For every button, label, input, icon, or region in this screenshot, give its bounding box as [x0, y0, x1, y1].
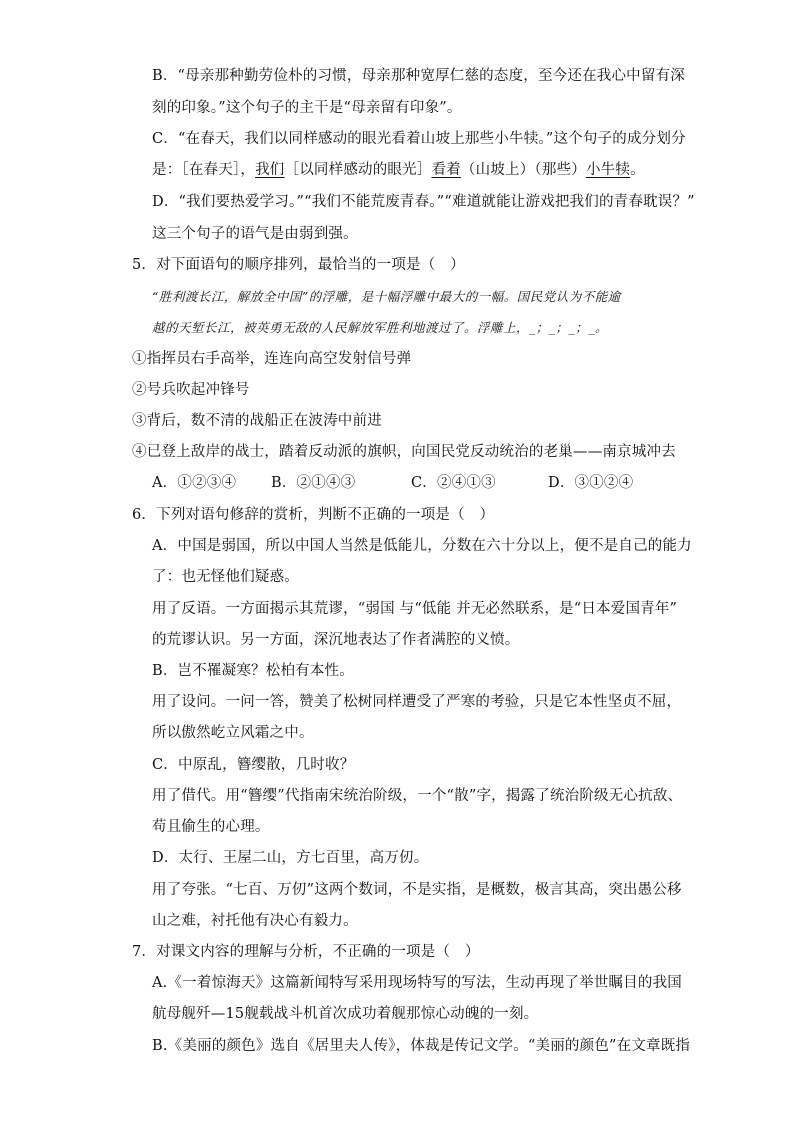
c-part-prefix: 是：［在春天］， — [152, 162, 256, 178]
q5-passage-line1: “胜利渡长江，解放全中国”的浮雕，是十幅浮雕中最大的一幅。国民党认为不能逾 — [152, 289, 621, 304]
q6-option-d-line1: D．太行、王屋二山，方七百里，高万仞。 — [152, 850, 429, 866]
q7-stem: 7．对课文内容的理解与分析，不正确的一项是（ ） — [132, 944, 480, 960]
q6-option-b-line3: 所以傲然屹立风霜之中。 — [152, 725, 314, 741]
q6-option-b-line1: B．岂不罹凝寒？松柏有本性。 — [152, 663, 354, 679]
q6-option-a-line2: 了：也无怪他们疑惑。 — [152, 569, 299, 585]
q4-option-b-line2: 刻的印象。”这个句子的主干是“母亲留有印象”。 — [152, 100, 462, 116]
q4-option-d-line2: 这三个句子的语气是由弱到强。 — [152, 226, 358, 242]
q5-option-b: B．②①④③ — [271, 475, 356, 491]
q6-option-c-line1: C．中原乱，簪缨散，几时收？ — [152, 757, 355, 773]
q6-stem: 6．下列对语句修辞的赏析，判断不正确的一项是（ ） — [132, 507, 495, 523]
c-part-attributive: （山坡上）（那些） — [460, 162, 586, 178]
q5-option-d: D．③①②④ — [548, 475, 634, 491]
q4-option-b-line1: B．“母亲那种勤劳俭朴的习惯，母亲那种宽厚仁慈的态度，至今还在我心中留有深 — [152, 68, 685, 84]
q7-option-a-line1: A.《一着惊海天》这篇新闻特写采用现场特写的写法，生动再现了举世瞩目的我国 — [152, 975, 682, 991]
q6-option-c-line2: 用了借代。用“簪缨”代指南宋统治阶级，一个“散”字，揭露了统治阶级无心抗敌、 — [152, 788, 683, 804]
q5-item-4: ④已登上敌岸的战士，踏着反动派的旗帜，向国民党反动统治的老巢——南京城冲去 — [132, 444, 676, 460]
q5-passage-line2: 越的天堑长江，被英勇无敌的人民解放军胜利地渡过了。浮雕上，_；_；_；_。 — [152, 320, 609, 335]
q6-option-d-line2: 用了夸张。“七百、万仞”这两个数词，不是实指，是概数，极言其高，突出愚公移 — [152, 882, 682, 898]
q6-option-d-line3: 山之难，衬托他有决心有毅力。 — [152, 913, 358, 929]
q6-option-c-line3: 苟且偷生的心理。 — [152, 819, 270, 835]
c-part-end: 。 — [630, 162, 645, 178]
q6-option-b-line2: 用了设问。一问一答，赞美了松树同样遭受了严寒的考验，只是它本性坚贞不屈， — [152, 694, 682, 710]
c-part-predicate: 看着 — [431, 162, 461, 178]
q5-item-3: ③背后，数不清的战船正在波涛中前进 — [132, 413, 382, 429]
c-part-adverbial: ［以同样感动的眼光］ — [284, 162, 432, 178]
q7-option-b-line1: B.《美丽的颜色》选自《居里夫人传》，体裁是传记文学。“美丽的颜色”在文章既指 — [152, 1038, 691, 1054]
c-part-subject: 我们 — [255, 162, 285, 178]
q4-option-c-line1: C．“在春天，我们以同样感动的眼光看着山坡上那些小牛犊。”这个句子的成分划分 — [152, 131, 686, 147]
c-part-object: 小牛犊 — [585, 162, 631, 178]
q5-option-a: A．①②③④ — [152, 475, 237, 491]
q6-option-a-line3: 用了反语。一方面揭示其荒谬，“弱国 与“低能 并无必然联系，是“日本爱国青年” — [152, 601, 678, 617]
q5-option-c: C．②④①③ — [411, 475, 496, 491]
q6-option-a-line1: A．中国是弱国，所以中国人当然是低能儿，分数在六十分以上，便不是自己的能力 — [152, 538, 692, 554]
q6-option-a-line4: 的荒谬认识。另一方面，深沉地表达了作者满腔的义愤。 — [152, 632, 520, 648]
q4-option-d-line1: D．“我们要热爱学习。”“我们不能荒废青春。”“难道就能让游戏把我们的青春耽误？” — [152, 194, 695, 210]
q4-option-c-line2 — [152, 161, 645, 179]
q5-item-2: ②号兵吹起冲锋号 — [132, 382, 250, 398]
q5-stem: 5．对下面语句的顺序排列，最恰当的一项是（ ） — [132, 257, 465, 273]
q5-item-1: ①指挥员右手高举，连连向高空发射信号弹 — [132, 351, 412, 367]
q7-option-a-line2: 航母舰歼—15舰载战斗机首次成功着舰那惊心动魄的一刻。 — [152, 1006, 539, 1022]
